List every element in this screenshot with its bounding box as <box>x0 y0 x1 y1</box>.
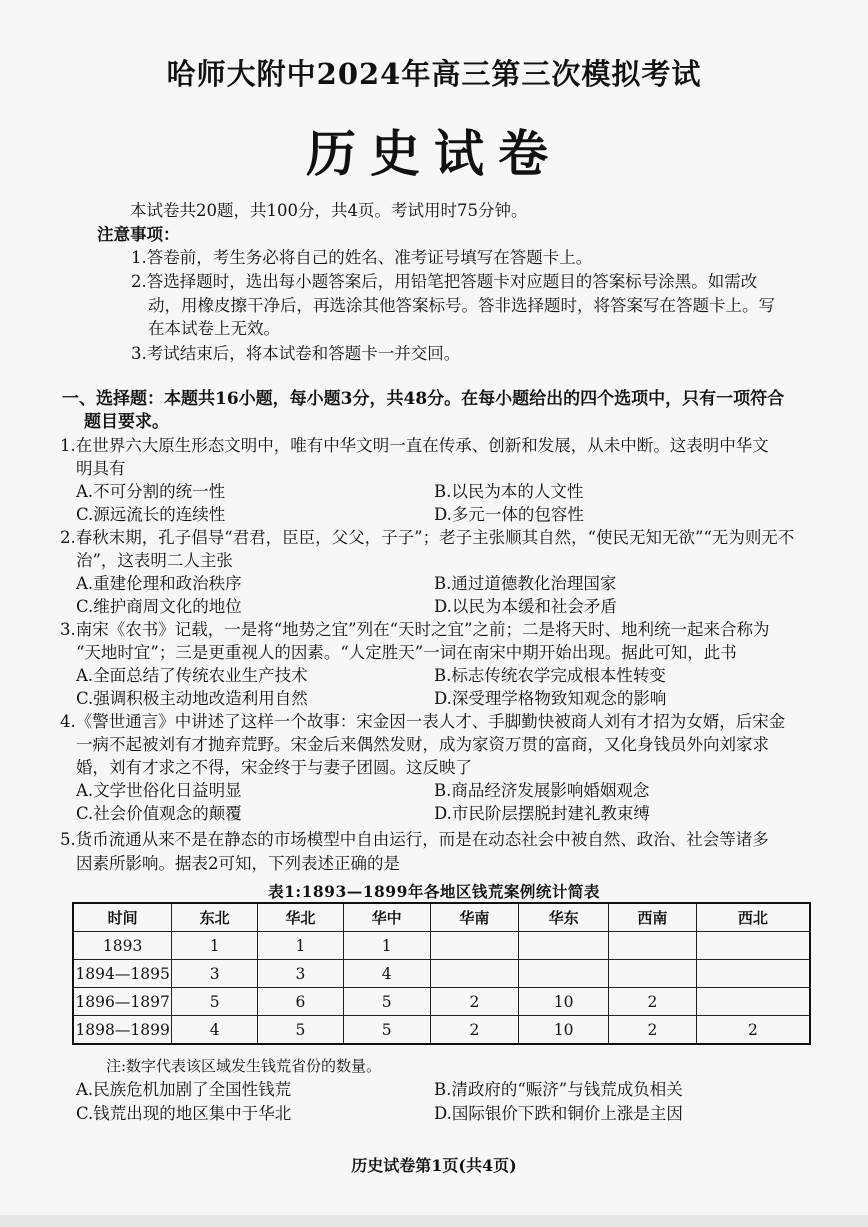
table-cell: 2 <box>430 1016 519 1045</box>
question-2-option-b[interactable]: B.通过道德教化治理国家 <box>434 574 617 593</box>
table-header-cell: 西北 <box>696 903 810 932</box>
school-title: 哈师大附中2024年高三第三次模拟考试 <box>166 57 702 91</box>
table-cell <box>609 960 697 988</box>
question-4-option-c[interactable]: C.社会价值观念的颠覆 <box>76 804 242 823</box>
table-cell <box>696 960 810 988</box>
question-3-option-d[interactable]: D.深受理学格物致知观念的影响 <box>434 689 667 708</box>
table-cell: 5 <box>172 988 258 1016</box>
table-row <box>73 1016 810 1045</box>
question-1-option-d[interactable]: D.多元一体的包容性 <box>434 505 584 524</box>
section-heading-cont: 题目要求。 <box>84 412 169 432</box>
table-header-cell: 东北 <box>172 903 258 932</box>
table-cell: 3 <box>258 960 344 988</box>
table-header-cell: 时间 <box>73 903 172 932</box>
notice-item: 2.答选择题时，选出每小题答案后，用铅笔把答题卡对应题目的答案标号涂黑。如需改 <box>131 272 758 291</box>
question-3-stem: 3.南宋《农书》记载，一是将“地势之宜”列在“天时之宜”之前；二是将天时、地利统一起来合称为 <box>60 620 770 639</box>
table-cell: 4 <box>172 1016 258 1045</box>
question-5-stem: 5.货币流通从来不是在静态的市场模型中自由运行，而是在动态社会中被自然、政治、社会等诸多 <box>60 830 769 849</box>
table-header-cell: 西南 <box>609 903 697 932</box>
table-cell <box>430 932 519 960</box>
exam-summary: 本试卷共20题，共100分，共4页。考试用时75分钟。 <box>130 201 528 220</box>
question-3-option-b[interactable]: B.标志传统农学完成根本性转变 <box>434 666 666 685</box>
section-heading: 一、选择题：本题共16小题，每小题3分，共48分。在每小题给出的四个选项中，只有一项符合 <box>62 389 785 409</box>
table-cell: 1 <box>343 932 430 960</box>
question-1-stem: 明具有 <box>76 459 126 478</box>
question-1-stem: 1.在世界六大原生形态文明中，唯有中华文明一直在传承、创新和发展，从未中断。这表明中华文 <box>60 436 769 455</box>
question-3-stem: “天地时宜”；三是更重视人的因素。“人定胜天”一词在南宋中期开始出现。据此可知，此书 <box>76 643 737 662</box>
question-5-stem: 因素所影响。据表2可知，下列表述正确的是 <box>76 854 400 873</box>
table-cell: 1896—1897 <box>73 988 172 1016</box>
table-cell: 2 <box>609 988 697 1016</box>
table-cell: 1894—1895 <box>73 960 172 988</box>
question-5-option-a[interactable]: A.民族危机加剧了全国性钱荒 <box>76 1080 292 1099</box>
table-row <box>73 960 810 988</box>
question-1-option-b[interactable]: B.以民为本的人文性 <box>434 482 584 501</box>
question-2-stem: 2.春秋末期，孔子倡导“君君，臣臣，父父，子子”；老子主张顺其自然，“使民无知无欲”“无为则无不 <box>60 528 795 547</box>
table-cell <box>696 932 810 960</box>
question-5-option-c[interactable]: C.钱荒出现的地区集中于华北 <box>76 1104 292 1123</box>
question-3-option-a[interactable]: A.全面总结了传统农业生产技术 <box>76 666 308 685</box>
table-cell <box>430 960 519 988</box>
table-header-cell: 华北 <box>258 903 344 932</box>
question-4-stem: 4.《警世通言》中讲述了这样一个故事：宋金因一表人才、手脚勤快被商人刘有才招为女婿，后宋金 <box>60 712 786 731</box>
table-cell: 4 <box>343 960 430 988</box>
table-row <box>73 932 810 960</box>
question-1-option-a[interactable]: A.不可分割的统一性 <box>76 482 226 501</box>
table-cell: 1898—1899 <box>73 1016 172 1045</box>
table-cell: 1 <box>258 932 344 960</box>
table-cell <box>609 932 697 960</box>
scan-bottom-edge <box>0 1215 868 1227</box>
table-header-cell: 华东 <box>519 903 609 932</box>
table-cell: 10 <box>519 988 609 1016</box>
statistics-table <box>72 902 811 1045</box>
table-row <box>73 988 810 1016</box>
notice-item: 3.考试结束后，将本试卷和答题卡一并交回。 <box>131 344 461 363</box>
table-note: 注:数字代表该区域发生钱荒省份的数量。 <box>106 1057 382 1075</box>
notice-item: 动，用橡皮擦干净后，再选涂其他答案标号。答非选择题时，将答案写在答题卡上。写 <box>148 296 775 315</box>
question-4-stem: 婚，刘有才求之不得，宋金终于与妻子团圆。这反映了 <box>76 758 472 777</box>
table-cell <box>519 960 609 988</box>
question-2-option-c[interactable]: C.维护商周文化的地位 <box>76 597 242 616</box>
table-cell: 5 <box>343 1016 430 1045</box>
page-footer: 历史试卷第1页(共4页) <box>351 1156 517 1175</box>
question-1-option-c[interactable]: C.源远流长的连续性 <box>76 505 226 524</box>
subject-title: 历史试卷 <box>306 124 562 183</box>
question-4-option-d[interactable]: D.市民阶层摆脱封建礼教束缚 <box>434 804 650 823</box>
question-5-option-d[interactable]: D.国际银价下跌和铜价上涨是主因 <box>434 1104 683 1123</box>
table-cell: 1893 <box>73 932 172 960</box>
table-cell: 6 <box>258 988 344 1016</box>
question-2-option-a[interactable]: A.重建伦理和政治秩序 <box>76 574 242 593</box>
table-header-cell: 华中 <box>343 903 430 932</box>
table-cell: 10 <box>519 1016 609 1045</box>
table-cell: 2 <box>430 988 519 1016</box>
question-4-option-a[interactable]: A.文学世俗化日益明显 <box>76 781 242 800</box>
table-cell <box>519 932 609 960</box>
question-4-stem: 一病不起被刘有才抛弃荒野。宋金后来偶然发财，成为家资万贯的富商，又化身钱员外向刘家求 <box>76 735 769 754</box>
table-cell: 1 <box>172 932 258 960</box>
table-header-cell: 华南 <box>430 903 519 932</box>
table-cell <box>696 988 810 1016</box>
table-cell: 5 <box>258 1016 344 1045</box>
question-4-option-b[interactable]: B.商品经济发展影响婚姻观念 <box>434 781 650 800</box>
question-2-option-d[interactable]: D.以民为本缓和社会矛盾 <box>434 597 617 616</box>
question-5-option-b[interactable]: B.清政府的“赈济”与钱荒成负相关 <box>434 1080 683 1099</box>
question-2-stem: 治”，这表明二人主张 <box>76 551 233 570</box>
table-cell: 5 <box>343 988 430 1016</box>
table-title: 表1:1893—1899年各地区钱荒案例统计简表 <box>268 882 600 901</box>
table-cell: 2 <box>609 1016 697 1045</box>
table-cell: 2 <box>696 1016 810 1045</box>
table-cell: 3 <box>172 960 258 988</box>
notice-item: 在本试卷上无效。 <box>148 319 280 338</box>
question-3-option-c[interactable]: C.强调积极主动地改造利用自然 <box>76 689 308 708</box>
notice-heading: 注意事项： <box>97 225 180 244</box>
table-header-row <box>73 903 810 932</box>
notice-item: 1.答卷前，考生务必将自己的姓名、准考证号填写在答题卡上。 <box>131 248 593 267</box>
